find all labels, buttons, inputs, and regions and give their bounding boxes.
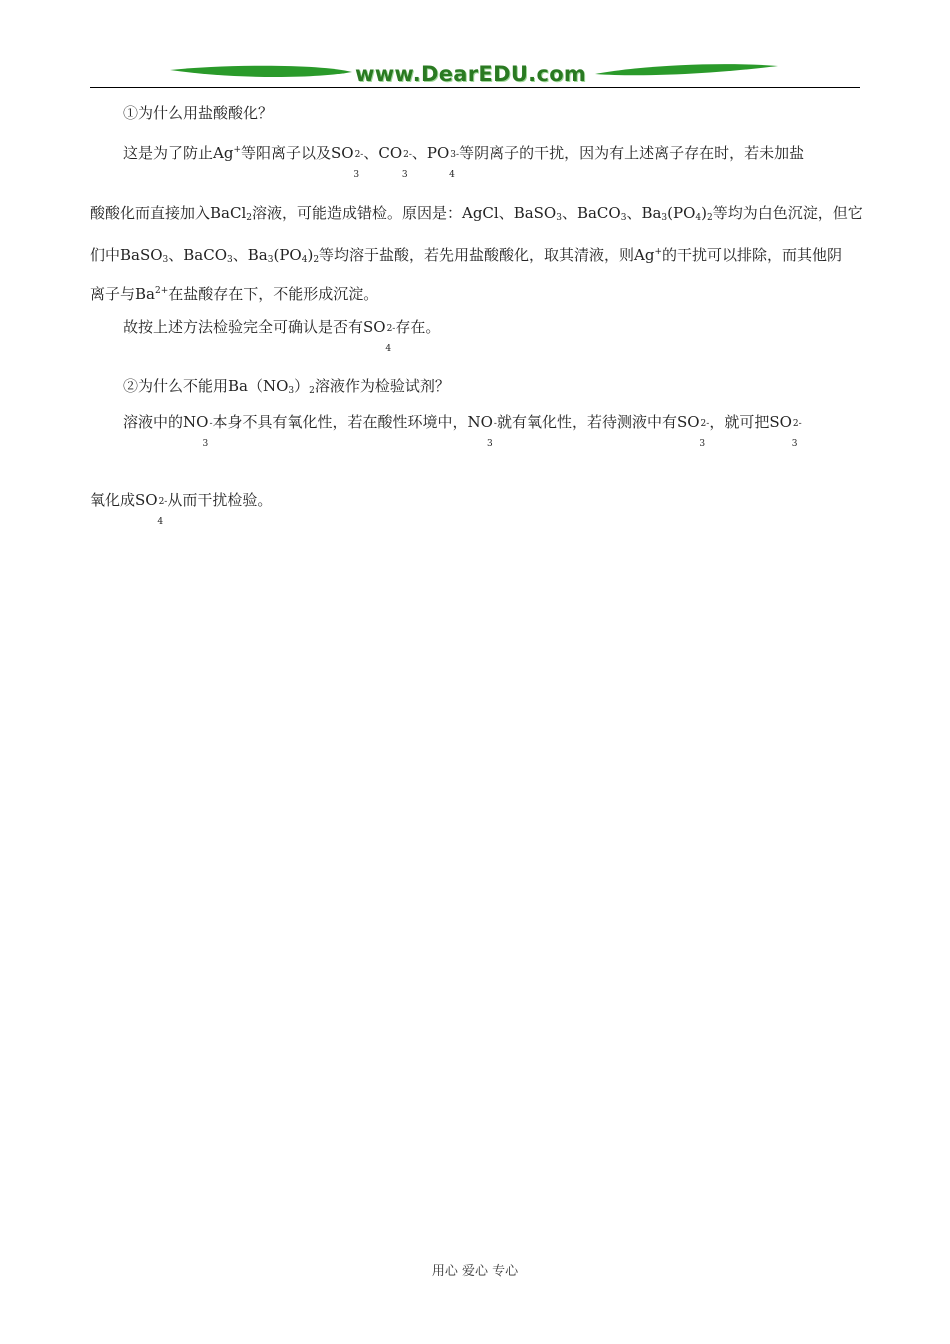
paragraph-1-line-1 (123, 140, 805, 180)
ion-nitrate (486, 412, 497, 449)
text-segment: 故按上述方法检验完全可确认是否有SO (123, 318, 386, 336)
ion-charge: - (493, 419, 497, 429)
text-segment: 存在。 (395, 318, 441, 336)
paragraph-3-line-1 (123, 412, 802, 449)
paragraph-1-line-4 (90, 281, 378, 304)
text-segment: 们中BaSO (90, 246, 163, 264)
superscript: + (233, 145, 241, 155)
subscript: 3 (288, 386, 295, 396)
text-segment: 在盐酸存在下，不能形成沉淀。 (168, 285, 379, 303)
ion-charge: 2- (354, 150, 364, 160)
text-segment: 、BaCO (168, 246, 228, 264)
superscript: 2+ (154, 286, 169, 296)
text-segment: (PO (667, 204, 696, 222)
ion-sulfite (699, 412, 710, 449)
subscript: 3 (620, 213, 627, 223)
subscript: 2 (246, 213, 252, 223)
text-segment: 、PO (411, 144, 450, 162)
subscript: 3 (162, 255, 169, 265)
subscript: 3 (267, 255, 274, 265)
text-segment: ） (294, 377, 310, 395)
question-2-heading (123, 376, 450, 401)
ion-sulfite (791, 412, 802, 449)
ion-nitrate (202, 412, 213, 449)
site-logo-text: www.DearEDU.com (355, 62, 587, 86)
text-segment: 等均为白色沉淀，但它 (712, 204, 863, 222)
ion-charge: 3- (450, 150, 460, 160)
subscript: 2 (309, 386, 315, 396)
text-segment: ②为什么不能用Ba（NO (123, 377, 289, 395)
text-segment: 这是为了防止Ag (123, 144, 234, 162)
text-segment: 、Ba (232, 246, 268, 264)
subscript: 3 (556, 213, 562, 223)
ion-subscript: 3 (202, 439, 209, 449)
question-1-heading: ①为什么用盐酸酸化？ (123, 104, 274, 122)
ion-subscript: 3 (791, 439, 798, 449)
text-segment: 酸酸化而直接加入BaCl (90, 204, 247, 222)
ion-sulfate (157, 490, 168, 527)
text-segment: 本身不具有氧化性，若在酸性环境中，NO (212, 413, 493, 431)
paragraph-1-line-2 (90, 203, 863, 228)
ion-subscript: 4 (157, 517, 164, 527)
subscript: 3 (227, 255, 233, 265)
text-segment: 等阴离子的干扰，因为有上述离子存在时，若未加盐 (459, 144, 805, 162)
text-segment: 离子与Ba (90, 285, 155, 303)
text-segment: (PO (273, 246, 302, 264)
ion-subscript: 3 (699, 439, 706, 449)
ion-subscript: 4 (449, 170, 455, 180)
ion-charge: 2- (403, 150, 412, 160)
text-segment: 溶液作为检验试剂？ (314, 377, 450, 395)
ion-sulfate (385, 317, 396, 354)
text-segment: ) (701, 204, 707, 222)
subscript: 2 (313, 255, 320, 265)
ion-subscript: 3 (401, 170, 408, 180)
text-segment: 等均溶于盐酸，若先用盐酸酸化，取其清液，则Ag (319, 246, 655, 264)
text-segment: 、CO (363, 144, 403, 162)
paragraph-1-line-3 (90, 242, 842, 270)
superscript: + (654, 247, 663, 257)
subscript: 2 (707, 213, 713, 223)
text-segment: 、BaCO (561, 204, 621, 222)
ion-subscript: 3 (353, 170, 360, 180)
ion-charge: 2- (700, 419, 710, 429)
subscript: 3 (661, 213, 668, 223)
ion-carbonate (401, 143, 412, 180)
text-segment: 溶液中的NO (123, 413, 209, 431)
text-segment: 就有氧化性，若待测液中有SO (496, 413, 700, 431)
paragraph-3-line-2 (90, 490, 273, 527)
ion-charge: 2- (158, 497, 168, 507)
text-segment: 从而干扰检验。 (167, 491, 273, 509)
text-segment: 溶液，可能造成错检。原因是：AgCl、BaSO (251, 204, 557, 222)
ion-charge: 2- (792, 419, 802, 429)
text-segment: 等阳离子以及SO (240, 144, 354, 162)
text-segment: ，就可把SO (709, 413, 792, 431)
ion-phosphate (449, 143, 460, 180)
page-footer: 用心 爱心 专心 (431, 1264, 519, 1279)
ion-charge: 2- (386, 324, 396, 334)
ion-subscript: 3 (486, 439, 493, 449)
ion-charge: - (209, 419, 213, 429)
text-segment: 氧化成SO (90, 491, 158, 509)
ion-subscript: 4 (385, 344, 392, 354)
subscript: 4 (695, 213, 702, 223)
text-segment: 的干扰可以排除，而其他阴 (662, 246, 843, 264)
subscript: 4 (301, 255, 308, 265)
text-segment: 、Ba (626, 204, 662, 222)
ion-sulfite (353, 143, 364, 180)
paragraph-2 (123, 317, 441, 354)
header-divider (90, 87, 860, 88)
text-segment: ) (307, 246, 314, 264)
